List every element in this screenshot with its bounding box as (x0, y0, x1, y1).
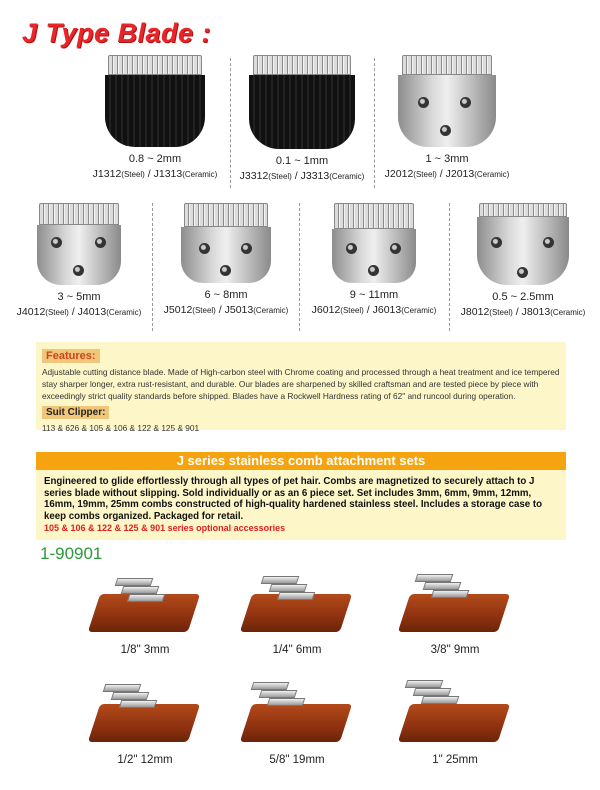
features-text: Adjustable cutting distance blade. Made of High-carbon steel with Chrome coating and processed through a heat treatment and ice tempered stay sharper longer, extra rust-resistant, and durable. Our blades are sharpened by skilled craftsman and are tested piece by piece with exceedingly strict quality standards before shipped. Blades have a Rockwell Hardness rating of 62" and runcool during operation. (42, 367, 560, 401)
divider (230, 58, 231, 188)
blade-image (398, 55, 496, 147)
comb-image (80, 572, 210, 642)
comb-25mm (380, 682, 530, 766)
comb-9mm (380, 572, 530, 656)
suit-clipper-heading: Suit Clipper: (42, 406, 109, 419)
blade-j2012 (376, 55, 518, 180)
comb-19mm (222, 682, 372, 766)
blade-j3312 (232, 55, 372, 182)
blade-range: 0.8 ~ 2mm (128, 153, 182, 165)
jseries-heading: J series stainless comb attachment sets (36, 452, 566, 470)
features-heading: Features: (42, 349, 100, 363)
features-box (36, 342, 566, 433)
blade-image (249, 55, 355, 149)
blade-j8012 (448, 203, 598, 318)
blade-j6012 (301, 203, 447, 316)
comb-label: 1/4" 6mm (272, 644, 322, 656)
comb-3mm (70, 572, 220, 656)
comb-label: 1/2" 12mm (117, 754, 173, 766)
divider (152, 203, 153, 331)
blade-model: J6012(Steel) / J6013(Ceramic) (311, 304, 437, 316)
blade-range: 9 ~ 11mm (349, 289, 399, 301)
page-title: J Type Blade : (22, 18, 212, 48)
blade-model: J4012(Steel) / J4013(Ceramic) (16, 306, 142, 318)
jseries-description: Engineered to glide effortlessly through all types of pet hair. Combs are magnetized to securely attach to J series blade without slipping. Sold individually or as an 6 piece set. Set includes 3mm, 6mm, 9mm, 12mm, 16mm, 19mm, 25mm combs constructed of high-quality hardened stainless steel. Includes a storage case to keep combs organized. Packaged for retail. (44, 476, 542, 522)
comb-image (80, 682, 210, 752)
jseries-description-box (36, 470, 566, 540)
blade-range: 3 ~ 5mm (57, 291, 101, 303)
blade-j4012 (8, 203, 150, 318)
blade-range: 1 ~ 3mm (425, 153, 469, 165)
comb-label: 5/8" 19mm (269, 754, 325, 766)
comb-label: 1" 25mm (432, 754, 478, 766)
blade-image (105, 55, 205, 147)
blade-j5012 (154, 203, 298, 316)
jseries-accessories: 105 & 106 & 122 & 125 & 901 series optional accessories (44, 523, 286, 533)
product-code: 1-90901 (40, 544, 103, 563)
divider (374, 58, 375, 188)
blade-j1312 (80, 55, 230, 180)
comb-image (232, 682, 362, 752)
blade-image (181, 203, 271, 283)
comb-label: 3/8" 9mm (430, 644, 480, 656)
blade-model: J1312(Steel) / J1313(Ceramic) (92, 168, 218, 180)
divider (299, 203, 300, 331)
comb-6mm (222, 572, 372, 656)
comb-label: 1/8" 3mm (120, 644, 170, 656)
blade-model: J5012(Steel) / J5013(Ceramic) (163, 304, 289, 316)
blade-image (477, 203, 569, 285)
comb-12mm (70, 682, 220, 766)
suit-clipper-text: 113 & 626 & 105 & 106 & 122 & 125 & 901 (42, 423, 200, 433)
blade-model: J8012(Steel) / J8013(Ceramic) (460, 306, 586, 318)
blade-model: J2012(Steel) / J2013(Ceramic) (384, 168, 510, 180)
blade-model: J3312(Steel) / J3313(Ceramic) (239, 170, 365, 182)
comb-image (390, 682, 520, 752)
comb-image (390, 572, 520, 642)
blade-image (332, 203, 416, 283)
blade-range: 0.5 ~ 2.5mm (492, 291, 554, 303)
blade-image (37, 203, 121, 285)
blade-range: 6 ~ 8mm (204, 289, 248, 301)
comb-image (232, 572, 362, 642)
blade-range: 0.1 ~ 1mm (275, 155, 329, 167)
